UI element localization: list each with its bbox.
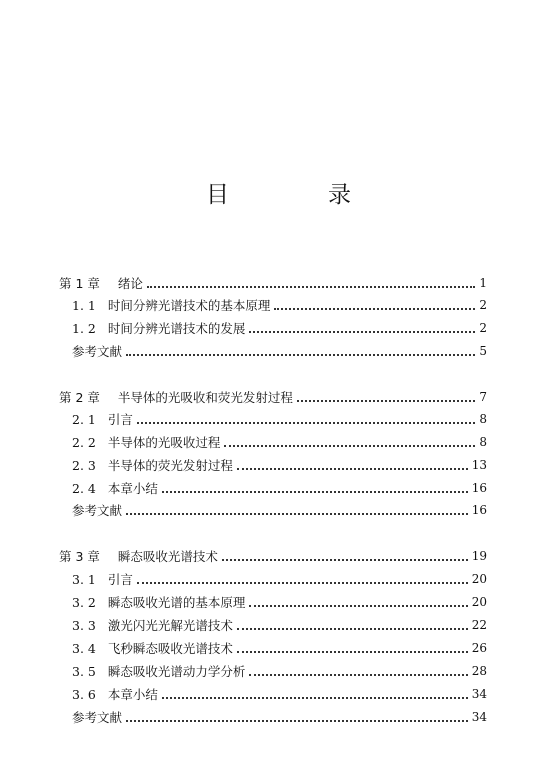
- page-number: 34: [471, 710, 487, 724]
- dot-leader: [162, 696, 468, 699]
- page-title: 目 录: [206, 182, 389, 208]
- page-number: 8: [479, 435, 487, 449]
- section-title: 激光闪光光解光谱技术: [107, 618, 233, 633]
- section-title: 本章小结: [107, 481, 158, 496]
- section-number: 2. 2: [72, 434, 96, 450]
- page-number: 1: [479, 276, 487, 290]
- page-number: 34: [471, 687, 487, 701]
- section-title: 引言: [107, 572, 133, 587]
- toc-section[interactable]: [59, 568, 487, 590]
- chapter-title: 半导体的光吸收和荧光发射过程: [117, 390, 293, 405]
- dot-leader: [237, 467, 468, 470]
- section-title: 参考文献: [72, 710, 123, 725]
- chapter-title: 瞬态吸收光谱技术: [117, 549, 218, 564]
- section-title: 瞬态吸收光谱的基本原理: [107, 595, 246, 610]
- page-number: 19: [471, 549, 487, 563]
- toc-section[interactable]: [59, 317, 487, 339]
- dot-leader: [237, 650, 468, 653]
- section-title: 参考文献: [72, 503, 123, 518]
- page-number: 5: [479, 344, 487, 358]
- dot-leader: [222, 558, 468, 561]
- chapter-number: 第 3 章: [59, 549, 100, 564]
- toc-section[interactable]: [59, 683, 487, 705]
- toc-section[interactable]: [59, 431, 487, 453]
- dot-leader: [249, 673, 467, 676]
- page-number: 20: [471, 572, 487, 586]
- dot-leader: [137, 581, 468, 584]
- section-title: 本章小结: [107, 687, 158, 702]
- dot-leader: [249, 604, 467, 607]
- section-number: 3. 6: [72, 686, 96, 702]
- toc-references[interactable]: [59, 340, 487, 362]
- toc-section[interactable]: [59, 408, 487, 430]
- page-number: 16: [471, 503, 487, 517]
- toc-section[interactable]: [59, 637, 487, 659]
- toc-chapter-2[interactable]: [59, 386, 487, 408]
- dot-leader: [147, 285, 475, 288]
- section-title: 引言: [107, 412, 133, 427]
- page-number: 16: [471, 481, 487, 495]
- toc-references[interactable]: [59, 499, 487, 521]
- dot-leader: [137, 421, 475, 424]
- dot-leader: [249, 330, 475, 333]
- dot-leader: [126, 512, 468, 515]
- section-number: 3. 3: [72, 617, 96, 633]
- toc-references[interactable]: [59, 706, 487, 728]
- dot-leader: [224, 444, 475, 447]
- page-number: 26: [471, 641, 487, 655]
- page-number: 13: [471, 458, 487, 472]
- section-title: 时间分辨光谱技术的基本原理: [107, 298, 271, 313]
- toc-section[interactable]: [59, 454, 487, 476]
- section-number: 3. 4: [72, 640, 96, 656]
- toc-section[interactable]: [59, 294, 487, 316]
- toc-section[interactable]: [59, 660, 487, 682]
- toc-section[interactable]: [59, 614, 487, 636]
- dot-leader: [237, 627, 468, 630]
- chapter-title: 绪论: [117, 276, 143, 291]
- section-title: 半导体的荧光发射过程: [107, 458, 233, 473]
- chapter-number: 第 1 章: [59, 276, 100, 291]
- section-title: 瞬态吸收光谱动力学分析: [107, 664, 246, 679]
- section-number: 3. 1: [72, 571, 96, 587]
- page-number: 22: [471, 618, 487, 632]
- section-title: 时间分辨光谱技术的发展: [107, 321, 246, 336]
- dot-leader: [297, 399, 475, 402]
- section-number: 2. 3: [72, 457, 96, 473]
- page-number: 7: [479, 390, 487, 404]
- toc-chapter-3[interactable]: [59, 545, 487, 567]
- toc-section[interactable]: [59, 591, 487, 613]
- section-number: 1. 2: [72, 320, 96, 336]
- dot-leader: [162, 490, 468, 493]
- page-number: 2: [479, 298, 487, 312]
- dot-leader: [126, 719, 468, 722]
- chapter-number: 第 2 章: [59, 390, 100, 405]
- toc-chapter-1[interactable]: [59, 272, 487, 294]
- section-number: 2. 1: [72, 411, 96, 427]
- section-number: 3. 2: [72, 594, 96, 610]
- section-number: 1. 1: [72, 297, 96, 313]
- dot-leader: [126, 353, 475, 356]
- section-title: 参考文献: [72, 344, 123, 359]
- toc-section[interactable]: [59, 477, 487, 499]
- section-number: 2. 4: [72, 480, 96, 496]
- section-title: 飞秒瞬态吸收光谱技术: [107, 641, 233, 656]
- page-number: 28: [471, 664, 487, 678]
- page-number: 20: [471, 595, 487, 609]
- page-number: 2: [479, 321, 487, 335]
- section-number: 3. 5: [72, 663, 96, 679]
- section-title: 半导体的光吸收过程: [107, 435, 221, 450]
- dot-leader: [274, 307, 475, 310]
- page-number: 8: [479, 412, 487, 426]
